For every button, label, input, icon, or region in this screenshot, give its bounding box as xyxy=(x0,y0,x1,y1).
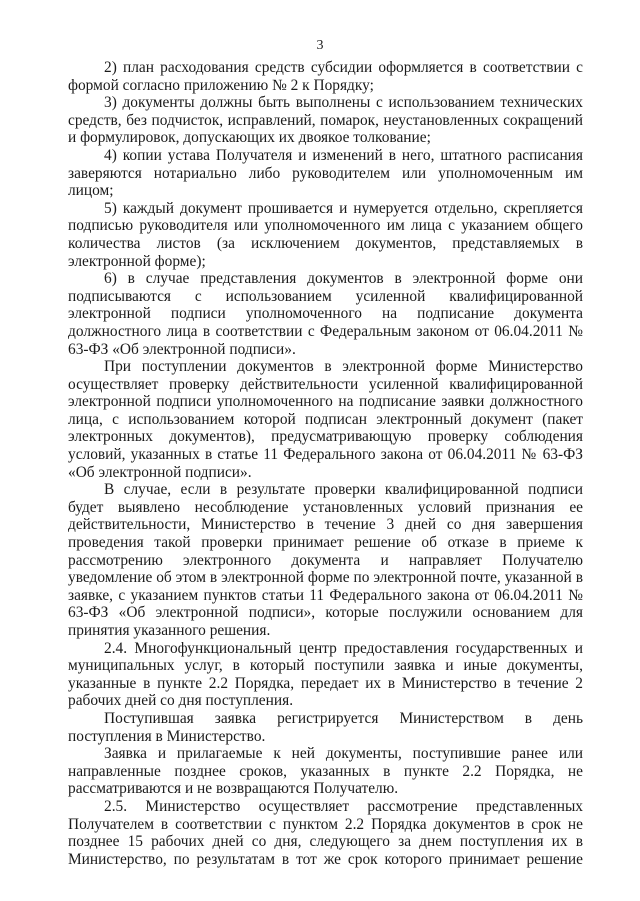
document-body xyxy=(68,59,583,868)
paragraph-registraciya-zayavki: Поступившая заявка регистрируется Министерством в день поступления в Министерство. xyxy=(68,709,583,745)
paragraph-nerassmotrenie: Заявка и прилагаемые к ней документы, поступившие ранее или направленные позднее сроков, указанных в пункте 2.2 Порядка, не рассматриваются и не возвращаются Получателю. xyxy=(68,745,583,798)
page-number: 3 xyxy=(316,38,324,53)
paragraph-elektronnaya-forma: 6) в случае представления документов в электронной форме они подписываются с использованием усиленной квалифицированной электронной подписи уполномоченного на подписание документа должностного лица в соответствии с Федеральным законом от 06.04.2011 № 63-ФЗ «Об электронной подписи». xyxy=(68,270,583,358)
paragraph-plan-rashodovaniya: 2) план расходования средств субсидии оформляется в соответствии с формой согласно приложению № 2 к Порядку; xyxy=(68,59,583,94)
paragraph-proshivka-dokumenta: 5) каждый документ прошивается и нумеруется отдельно, скрепляется подписью руководителя или уполномоченного им лица с указанием общего количества листов (за исключением документов, представляемых в электронной форме); xyxy=(68,199,583,270)
paragraph-rassmotrenie-dokumentov: 2.5. Министерство осуществляет рассмотрение представленных Получателем в соответствии с пунктом 2.2 Порядка документов в срок не позднее 15 рабочих дней со дня, следующего за днем поступления их в Министерство, по результатам в тот же срок которого принимает решение xyxy=(68,797,583,868)
paragraph-kopii-ustava: 4) копии устава Получателя и изменений в него, штатного расписания заверяются нотариально либо руководителем или уполномоченным им лицом; xyxy=(68,146,583,200)
paragraph-otkaz-v-prieme: В случае, если в результате проверки квалифицированной подписи будет выявлено несоблюдение установленных условий признания ее действительности, Министерство в течение 3 дней со дня завершения проведения такой проверки принимает решение об отказе в приеме к рассмотрению электронного документа и направляет Получателю уведомление об этом в электронной форме по электронной почте, указанной в заявке, с указанием пунктов статьи 11 Федерального закона от 06.04.2011 № 63-ФЗ «Об электронной подписи», которые послужили основанием для принятия указанного решения. xyxy=(68,481,583,639)
paragraph-proverka-podpisi: При поступлении документов в электронной форме Министерство осуществляет проверку действительности усиленной квалифицированной электронной подписи уполномоченного на подписание заявки должностного лица, с использованием которой подписан электронный документ (пакет электронных документов), предусматривающую проверку соблюдения условий, указанных в статье 11 Федерального закона от 06.04.2011 № 63-ФЗ «Об электронной подписи». xyxy=(68,358,583,481)
paragraph-mfc: 2.4. Многофункциональный центр предоставления государственных и муниципальных услуг, в который поступили заявка и иные документы, указанные в пункте 2.2 Порядка, передает их в Министерство в течение 2 рабочих дней со дня поступления. xyxy=(68,639,583,710)
paragraph-tehnicheskie-sredstva: 3) документы должны быть выполнены с использованием технических средств, без подчисток, исправлений, помарок, неустановленных сокращений и формулировок, допускающих их двоякое толкование; xyxy=(68,94,583,147)
